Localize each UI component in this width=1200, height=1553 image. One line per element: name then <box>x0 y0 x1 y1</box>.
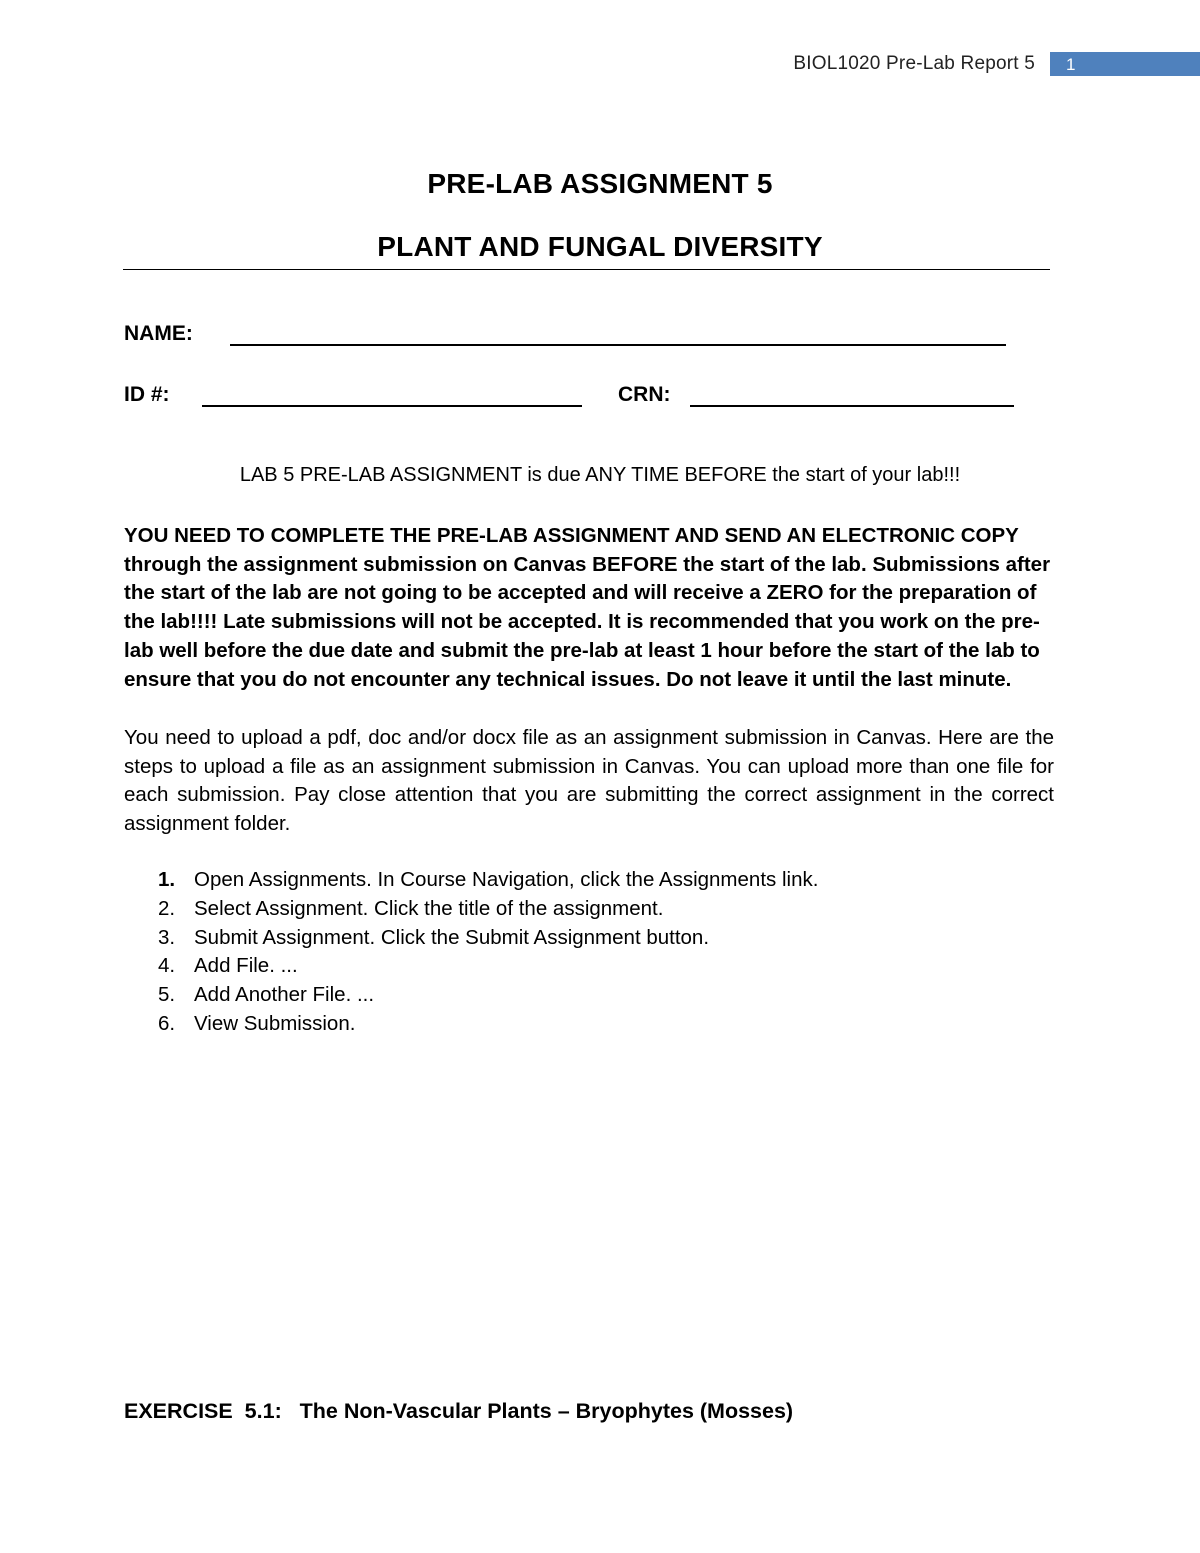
list-item <box>124 952 1054 981</box>
submission-instructions: YOU NEED TO COMPLETE THE PRE-LAB ASSIGNMENT AND SEND AN ELECTRONIC COPY through the assignment submission on Canvas BEFORE the start of the lab. Submissions after the start of the lab are not going to be accepted and will receive a ZERO for the preparation of the lab!!!! Late submissions will not be accepted. It is recommended that you work on the pre-lab well before the due date and submit the pre-lab at least 1 hour before the start of the lab to ensure that you do not encounter any technical issues. Do not leave it until the last minute. <box>124 524 1051 691</box>
list-item <box>124 1010 1054 1039</box>
step-number: 3. <box>158 925 176 949</box>
step-text: Add File. ... <box>194 954 298 978</box>
step-text: Open Assignments. In Course Navigation, click the Assignments link. <box>194 868 819 891</box>
upload-steps-list <box>124 866 1054 1039</box>
step-number: 2. <box>158 896 176 920</box>
list-item <box>124 924 1054 953</box>
name-label: NAME: <box>124 322 193 345</box>
list-item <box>124 981 1054 1010</box>
step-text: Add Another File. ... <box>194 983 375 1007</box>
step-number: 1. <box>158 868 176 891</box>
running-header: BIOL1020 Pre-Lab Report 5 <box>793 53 1035 74</box>
id-label: ID #: <box>124 383 170 406</box>
upload-instructions: You need to upload a pdf, doc and/or docx file as an assignment submission in Canvas. Here are the steps to upload a file as an assignment submission in Canvas. You can upload more than one file for each submission. Pay close attention that you are submitting the correct assignment in the correct assignment folder. <box>124 726 1054 836</box>
step-number: 4. <box>158 954 176 978</box>
assignment-subtitle: PLANT AND FUNGAL DIVERSITY <box>377 231 823 262</box>
step-text: Select Assignment. Click the title of the assignment. <box>194 896 664 920</box>
id-field[interactable] <box>202 405 582 407</box>
exercise-heading: EXERCISE 5.1: The Non-Vascular Plants – Bryophytes (Mosses) <box>124 1399 794 1423</box>
title-divider <box>123 269 1050 270</box>
list-item <box>124 895 1054 924</box>
name-field[interactable] <box>230 344 1006 346</box>
crn-label: CRN: <box>618 383 671 406</box>
crn-field[interactable] <box>690 405 1014 407</box>
step-number: 6. <box>158 1011 176 1035</box>
due-notice: LAB 5 PRE-LAB ASSIGNMENT is due ANY TIME BEFORE the start of your lab!!! <box>239 464 961 486</box>
assignment-title: PRE-LAB ASSIGNMENT 5 <box>427 168 773 199</box>
list-item <box>124 866 1054 895</box>
step-text: Submit Assignment. Click the Submit Assignment button. <box>194 925 710 949</box>
page-number: 1 <box>1050 52 1200 76</box>
step-text: View Submission. <box>194 1011 356 1035</box>
step-number: 5. <box>158 983 176 1007</box>
